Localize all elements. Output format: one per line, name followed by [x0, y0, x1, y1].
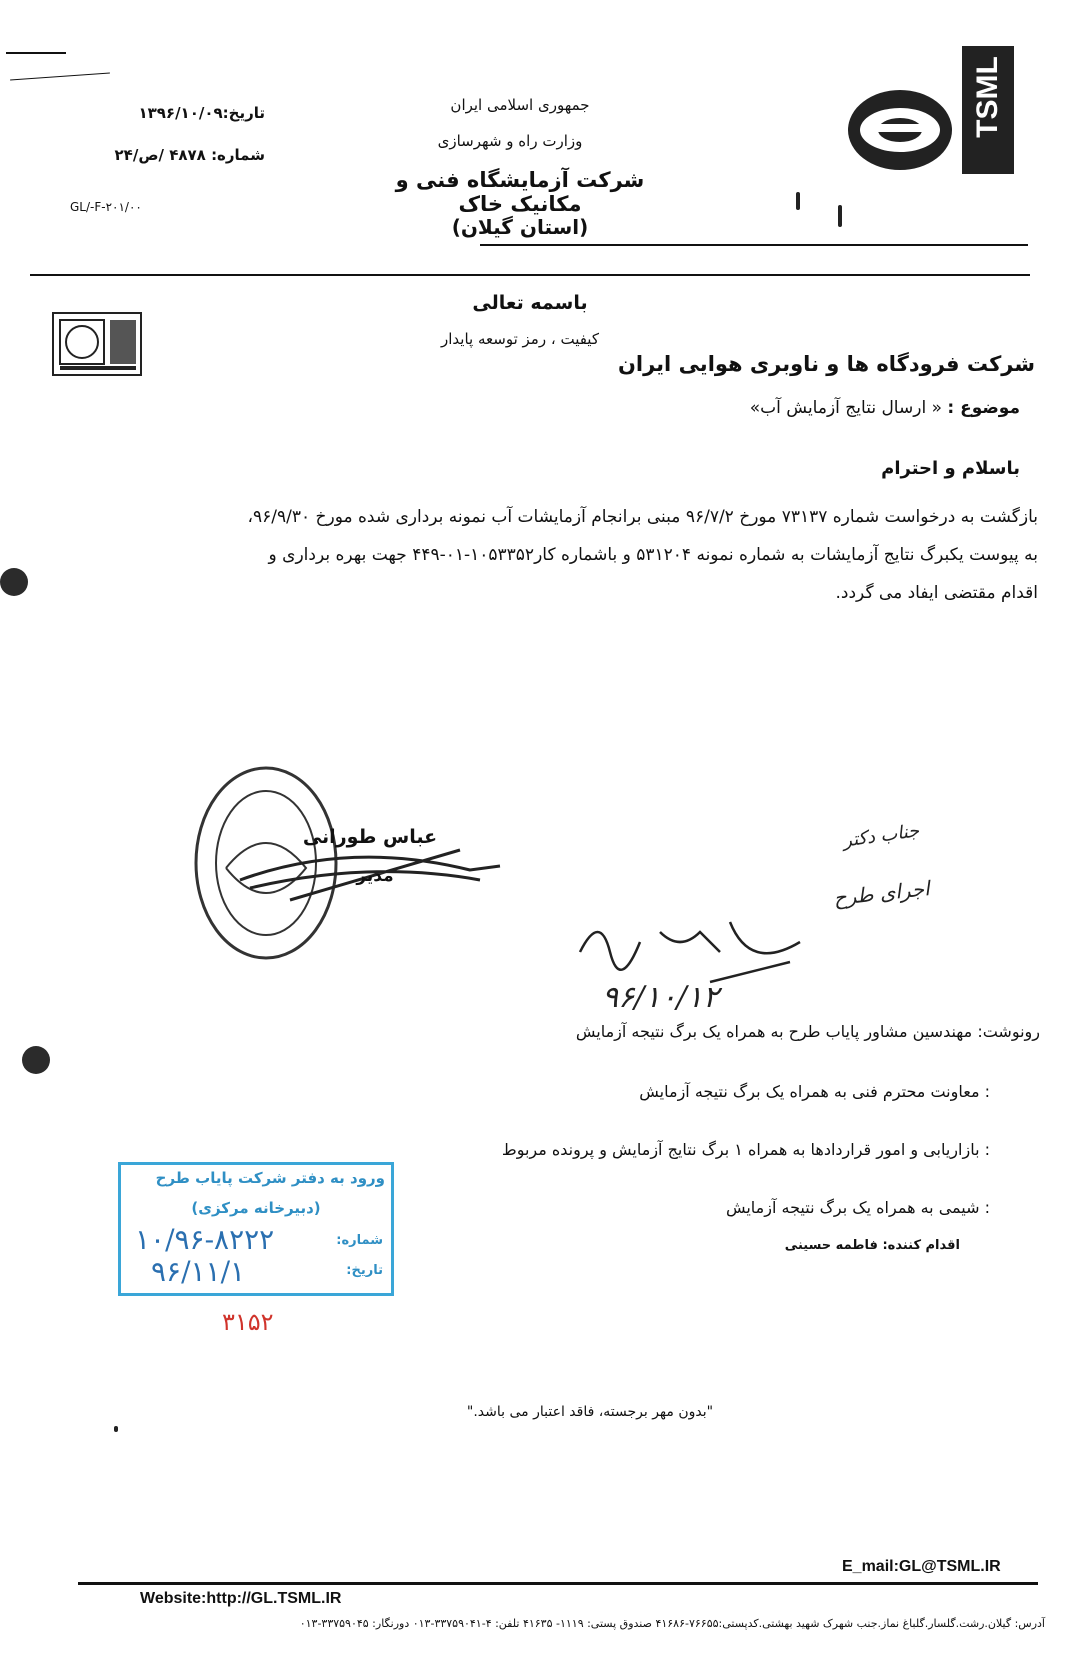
footer-email: E_mail:GL@TSML.IR — [842, 1558, 1001, 1575]
greeting: باسلام و احترام — [881, 458, 1020, 479]
stamp-title: ورود به دفتر شرکت پایاب طرح — [155, 1169, 385, 1187]
received-stamp — [118, 1162, 394, 1296]
company-name: شرکت آزمایشگاه فنی و مکانیک خاک — [395, 168, 645, 216]
gov-line-1: جمهوری اسلامی ایران — [450, 96, 590, 114]
cc-recipient: : معاونت محترم فنی به همراه یک برگ نتیجه آزمایش — [639, 1082, 990, 1101]
motto: کیفیت ، رمز توسعه پایدار — [441, 330, 599, 348]
date-label: تاریخ: — [222, 104, 265, 122]
subject-value: « ارسال نتایج آزمایش آب» — [749, 398, 942, 418]
stamp-number-label: شماره: — [336, 1233, 383, 1248]
red-reference-number: ۳۱۵۲ — [222, 1308, 274, 1336]
number-value: ۴۸۷۸ /ص/۲۴ — [114, 146, 206, 164]
subject-label: موضوع : — [947, 398, 1020, 418]
footer-rule — [78, 1582, 1038, 1585]
date-value: ۱۳۹۶/۱۰/۰۹ — [138, 104, 223, 122]
body-line: اقدام مقتضی ایفاد می گردد. — [835, 583, 1038, 603]
signer-name: عباس طورانی — [302, 826, 438, 848]
cc-recipient: : بازاریابی و امور قراردادها به همراه ۱ برگ نتایج آزمایش و پرونده مربوط — [501, 1140, 990, 1159]
handwritten-date: ۹۶/۱۰/۱۲ — [602, 980, 719, 1015]
scan-mark — [796, 192, 800, 210]
top-left-scribble — [10, 73, 110, 81]
number-label: شماره: — [211, 146, 265, 164]
handwritten-note: جناب دکتر — [841, 820, 921, 852]
letter-number — [90, 146, 265, 164]
logo-text: TSML — [971, 56, 1004, 138]
stamp-date-value: ۹۶/۱۱/۱ — [151, 1255, 246, 1288]
header-rule-top — [480, 244, 1028, 246]
body-line: بازگشت به درخواست شماره ۷۳۱۳۷ مورخ ۹۶/۷/۲ مبنی برانجام آزمایشات آب نمونه برداری شده مورخ ۹۶/۹/۳۰، — [247, 507, 1038, 527]
footer-website: Website:http://GL.TSML.IR — [140, 1590, 342, 1607]
form-code: GL/-F-۲۰۱/۰۰ — [70, 200, 142, 214]
subject — [580, 398, 1020, 418]
cc-recipient: : شیمی به همراه یک برگ نتیجه آزمایش — [725, 1198, 990, 1217]
stamp-number-value: ۱۰/۹۶-۸۲۲۲ — [135, 1223, 275, 1256]
stamp-subtitle: (دبیرخانه مرکزی) — [191, 1199, 321, 1217]
gov-line-2: وزارت راه و شهرسازی — [437, 132, 583, 150]
basmala: باسمه تعالی — [472, 292, 588, 314]
body-line: به پیوست یکبرگ نتایج آزمایشات به شماره نمونه ۵۳۱۲۰۴ و باشماره کار۱۰۵۳۳۵۲-۰۱-۴۴۹ جهت بهره برداری و — [268, 545, 1038, 565]
province: (استان گیلان) — [451, 215, 589, 239]
letter-body — [38, 498, 1038, 612]
validity-notice: "بدون مهر برجسته، فاقد اعتبار می باشد." — [466, 1404, 714, 1420]
punch-hole — [0, 568, 28, 596]
top-left-mark — [6, 52, 66, 54]
quality-logo — [52, 312, 142, 376]
tsml-logo — [838, 40, 1038, 180]
punch-hole — [22, 1046, 50, 1074]
scan-mark — [838, 205, 842, 227]
prepared-by: اقدام کننده: فاطمه حسینی — [784, 1238, 960, 1253]
stamp-date-label: تاریخ: — [346, 1263, 383, 1278]
header-rule — [30, 274, 1030, 276]
footer-address: آدرس: گیلان.رشت.گلسار.گلباغ نماز.جنب شهرک شهید بهشتی.کدپستی:۷۶۶۵۵-۴۱۶۸۶ صندوق پستی: ۱۱۱۹- ۴۱۶۳۵ تلفن: ۴-۳۳۷۵۹۰۴۱-۰۱۳ دورنگار: ۳۳۷۵۹۰۴۵-۰۱۳ — [299, 1617, 1045, 1630]
letter-date — [100, 104, 265, 122]
scan-mark — [114, 1426, 118, 1432]
cc-recipient: رونوشت: مهندسین مشاور پایاب طرح به همراه یک برگ نتیجه آزمایش — [575, 1022, 1040, 1041]
signer-title: مدیر — [356, 866, 394, 886]
recipient: شرکت فرودگاه ها و ناوبری هوایی ایران — [617, 352, 1035, 376]
handwritten-note: اجرای طرح — [832, 876, 931, 911]
